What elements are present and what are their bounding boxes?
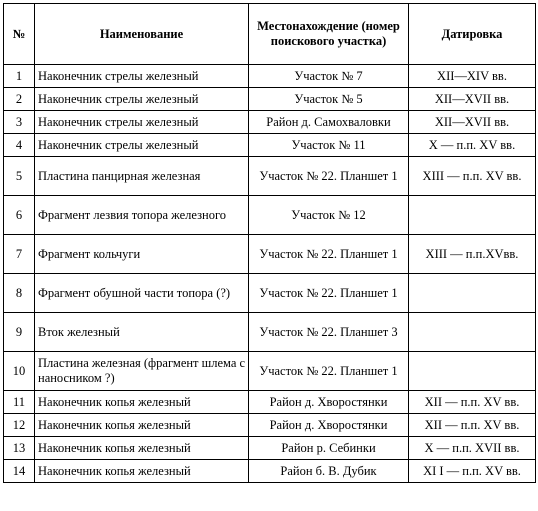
table-row bbox=[4, 437, 536, 460]
row-num: 3 bbox=[4, 111, 35, 134]
table-row bbox=[4, 88, 536, 111]
row-num: 14 bbox=[4, 460, 35, 483]
row-name: Вток железный bbox=[35, 313, 249, 352]
row-location: Район б. В. Дубик bbox=[249, 460, 409, 483]
row-dating: XIII — п.п.XVвв. bbox=[409, 235, 536, 274]
row-dating bbox=[409, 274, 536, 313]
row-dating bbox=[409, 352, 536, 391]
table-row bbox=[4, 414, 536, 437]
table-row bbox=[4, 157, 536, 196]
row-num: 11 bbox=[4, 391, 35, 414]
row-num: 7 bbox=[4, 235, 35, 274]
row-location: Участок № 22. Планшет 1 bbox=[249, 157, 409, 196]
row-name: Наконечник копья железный bbox=[35, 414, 249, 437]
header-row bbox=[4, 4, 536, 65]
row-num: 2 bbox=[4, 88, 35, 111]
row-location: Участок № 22. Планшет 3 bbox=[249, 313, 409, 352]
table-row bbox=[4, 235, 536, 274]
table-row bbox=[4, 460, 536, 483]
row-dating: XII—XIV вв. bbox=[409, 65, 536, 88]
row-num: 4 bbox=[4, 134, 35, 157]
row-name: Наконечник стрелы железный bbox=[35, 65, 249, 88]
row-location: Участок № 22. Планшет 1 bbox=[249, 352, 409, 391]
row-name: Наконечник стрелы железный bbox=[35, 88, 249, 111]
row-num: 10 bbox=[4, 352, 35, 391]
row-name: Фрагмент обушной части топора (?) bbox=[35, 274, 249, 313]
row-location: Участок № 11 bbox=[249, 134, 409, 157]
row-location: Район д. Самохваловки bbox=[249, 111, 409, 134]
row-dating: XII — п.п. XV вв. bbox=[409, 414, 536, 437]
row-name: Пластина железная (фрагмент шлема с наносником ?) bbox=[35, 352, 249, 391]
table-row bbox=[4, 65, 536, 88]
table-row bbox=[4, 313, 536, 352]
table-row bbox=[4, 196, 536, 235]
finds-table bbox=[3, 3, 536, 483]
row-name: Наконечник копья железный bbox=[35, 460, 249, 483]
row-num: 12 bbox=[4, 414, 35, 437]
row-dating bbox=[409, 313, 536, 352]
row-location: Район д. Хворостянки bbox=[249, 391, 409, 414]
header-num: № bbox=[4, 4, 35, 65]
table-row bbox=[4, 391, 536, 414]
row-dating: XII—XVII вв. bbox=[409, 88, 536, 111]
row-num: 1 bbox=[4, 65, 35, 88]
row-num: 5 bbox=[4, 157, 35, 196]
row-num: 8 bbox=[4, 274, 35, 313]
row-location: Район д. Хворостянки bbox=[249, 414, 409, 437]
row-name: Наконечник стрелы железный bbox=[35, 134, 249, 157]
row-dating: XII — п.п. XV вв. bbox=[409, 391, 536, 414]
row-location: Район р. Себинки bbox=[249, 437, 409, 460]
header-location: Местонахождение (номер поискового участка) bbox=[249, 4, 409, 65]
row-name: Фрагмент лезвия топора железного bbox=[35, 196, 249, 235]
table-row bbox=[4, 352, 536, 391]
row-name: Пластина панцирная железная bbox=[35, 157, 249, 196]
row-location: Участок № 22. Планшет 1 bbox=[249, 235, 409, 274]
row-dating: XIII — п.п. XV вв. bbox=[409, 157, 536, 196]
row-dating: XII—XVII вв. bbox=[409, 111, 536, 134]
row-location: Участок № 7 bbox=[249, 65, 409, 88]
table-row bbox=[4, 134, 536, 157]
row-num: 9 bbox=[4, 313, 35, 352]
table-row bbox=[4, 274, 536, 313]
row-name: Наконечник копья железный bbox=[35, 437, 249, 460]
row-dating: X — п.п. XV вв. bbox=[409, 134, 536, 157]
row-dating: XI I — п.п. XV вв. bbox=[409, 460, 536, 483]
row-location: Участок № 5 bbox=[249, 88, 409, 111]
row-dating bbox=[409, 196, 536, 235]
row-location: Участок № 12 bbox=[249, 196, 409, 235]
row-name: Наконечник копья железный bbox=[35, 391, 249, 414]
row-dating: X — п.п. XVII вв. bbox=[409, 437, 536, 460]
header-dating: Датировка bbox=[409, 4, 536, 65]
row-location: Участок № 22. Планшет 1 bbox=[249, 274, 409, 313]
table-row bbox=[4, 111, 536, 134]
row-num: 13 bbox=[4, 437, 35, 460]
row-num: 6 bbox=[4, 196, 35, 235]
row-name: Фрагмент кольчуги bbox=[35, 235, 249, 274]
header-name: Наименование bbox=[35, 4, 249, 65]
row-name: Наконечник стрелы железный bbox=[35, 111, 249, 134]
